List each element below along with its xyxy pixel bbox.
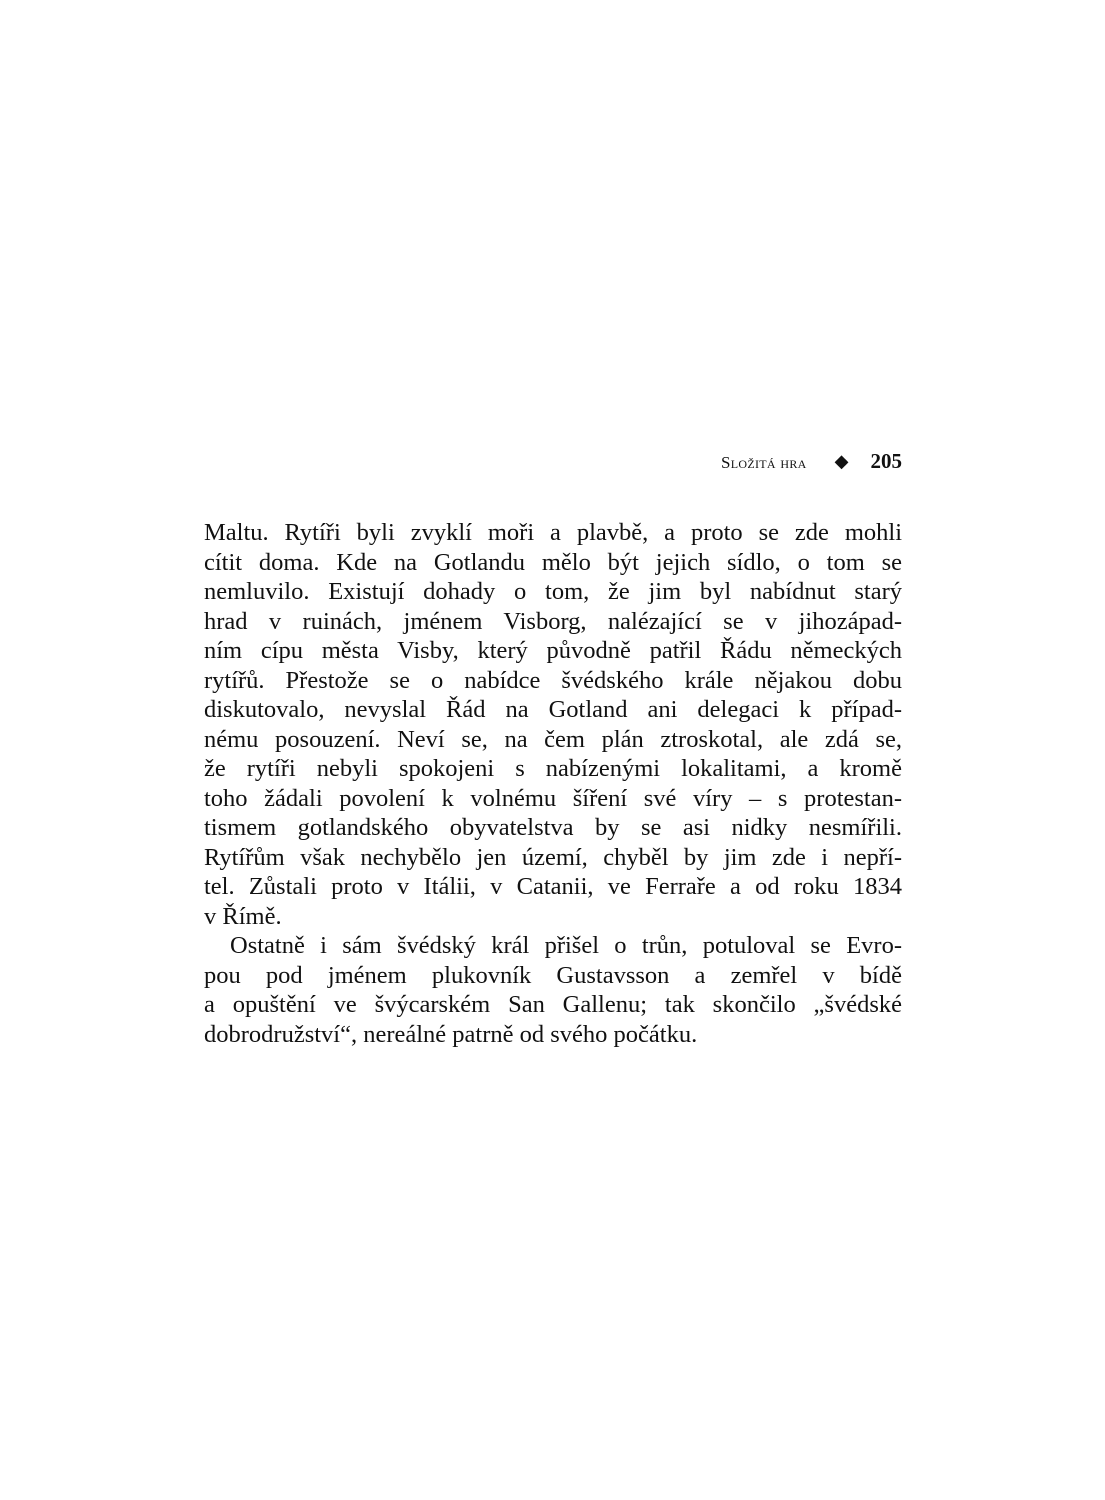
text-line: v Římě. bbox=[204, 902, 282, 930]
text-line: cítit doma. Kde na Gotlandu mělo být jejich sídlo, o tom se bbox=[204, 548, 902, 576]
text-line: Rytířům však nechybělo jen území, chyběl by jim zde i nepří- bbox=[204, 843, 902, 871]
text-line: a opuštění ve švýcarském San Gallenu; tak skončilo „švédské bbox=[204, 991, 902, 1018]
text-line: hrad v ruinách, jménem Visborg, nalézající se v jihozápad- bbox=[204, 607, 902, 635]
text-line: že rytíři nebyli spokojeni s nabízenými lokalitami, a kromě bbox=[204, 755, 902, 782]
text-line: nemluvilo. Existují dohady o tom, že jim byl nabídnut starý bbox=[204, 578, 902, 605]
section-title: Složitá hra bbox=[720, 453, 807, 472]
text-line: tismem gotlandského obyvatelstva by se asi nidky nesmířili. bbox=[204, 814, 902, 841]
text-line: diskutovalo, nevyslal Řád na Gotland ani delegaci k případ- bbox=[204, 696, 902, 723]
text-line: ním cípu města Visby, který původně patřil Řádu německých bbox=[204, 637, 902, 664]
diamond-separator-icon: ◆ bbox=[834, 451, 849, 471]
text-line: nému posouzení. Neví se, na čem plán ztroskotal, ale zdá se, bbox=[204, 725, 902, 753]
paragraph-2 bbox=[204, 931, 902, 1049]
text-line: toho žádali povolení k volnému šíření své víry – s protestan- bbox=[204, 784, 902, 812]
text-line: dobrodružství“, nereálné patrně od svého počátku. bbox=[204, 1020, 698, 1048]
text-line: tel. Zůstali proto v Itálii, v Catanii, ve Ferraře a od roku 1834 bbox=[204, 873, 902, 900]
text-line: rytířů. Přestože se o nabídce švédského krále nějakou dobu bbox=[204, 666, 902, 694]
text-line: Ostatně i sám švédský král přišel o trůn, potuloval se Evro- bbox=[230, 932, 902, 959]
text-line: Maltu. Rytíři byli zvyklí moři a plavbě, a proto se zde mohli bbox=[204, 519, 902, 546]
body-text bbox=[204, 518, 902, 1049]
page-number: 205 bbox=[870, 449, 902, 473]
running-head bbox=[204, 449, 902, 474]
paragraph-1 bbox=[204, 518, 902, 931]
text-line: pou pod jménem plukovník Gustavsson a zemřel v bídě bbox=[204, 961, 902, 989]
